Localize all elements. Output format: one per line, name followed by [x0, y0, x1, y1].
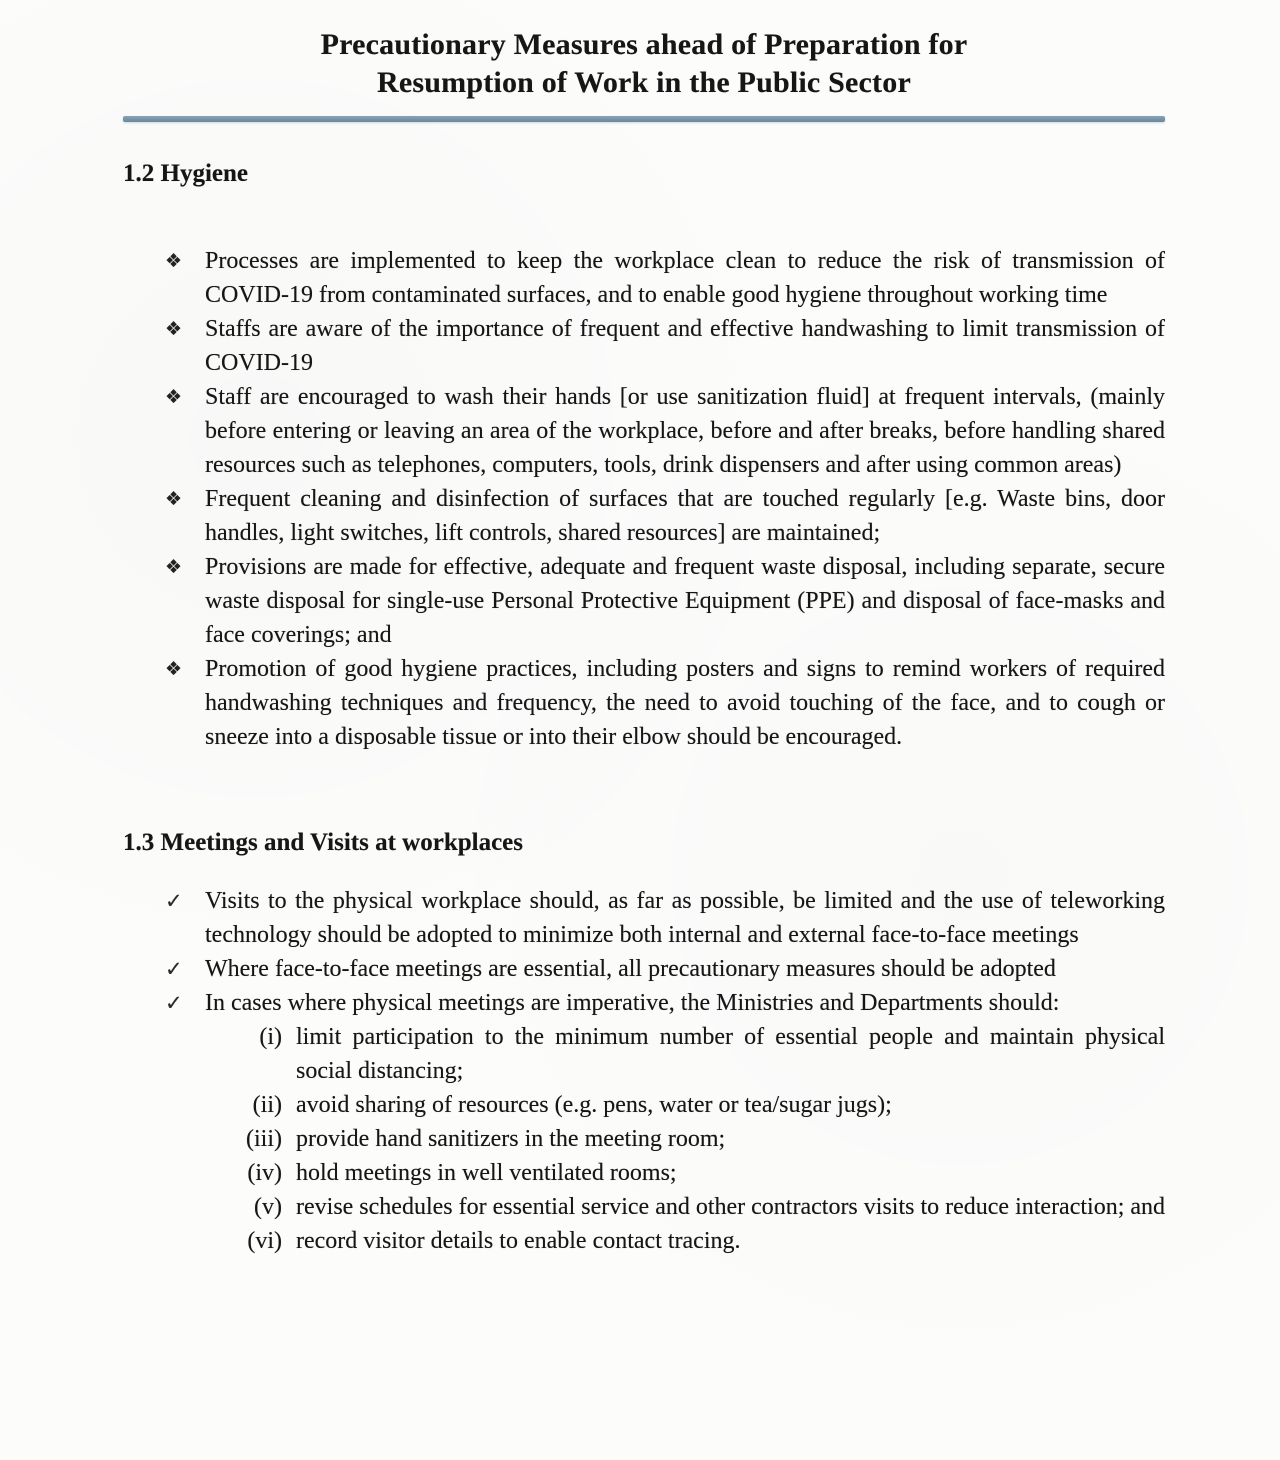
sublist-item-text: provide hand sanitizers in the meeting room;: [296, 1126, 726, 1152]
section-heading-meetings: 1.3 Meetings and Visits at workplaces: [123, 829, 523, 856]
meetings-list: [165, 884, 1165, 1258]
list-item: [165, 482, 1165, 550]
list-item-text: In cases where physical meetings are imperative, the Ministries and Departments should:: [205, 990, 1060, 1016]
list-item-text: Where face-to-face meetings are essential, all precautionary measures should be adopted: [205, 956, 1056, 982]
diamond-bullet-icon: ❖: [165, 658, 183, 680]
roman-numeral-label: (i): [259, 1024, 282, 1050]
list-item: [165, 244, 1165, 312]
list-item: [165, 986, 1165, 1020]
sublist-item-text: avoid sharing of resources (e.g. pens, water or tea/sugar jugs);: [296, 1092, 892, 1118]
diamond-bullet-icon: ❖: [165, 318, 183, 340]
title-divider: [123, 116, 1165, 122]
roman-numeral-label: (ii): [252, 1092, 282, 1118]
list-item-text: Staff are encouraged to wash their hands [or use sanitization fluid] at frequent intervals, (mainly before entering or leaving an area of the workplace, before and after breaks, before handling shared resources such as telephones, computers, tools, drink dispensers and after using common areas): [205, 384, 1165, 478]
sublist-item: [227, 1156, 1165, 1190]
list-item: [165, 312, 1165, 380]
sublist-item: [227, 1224, 1165, 1258]
list-item: [165, 884, 1165, 952]
list-item-text: Visits to the physical workplace should, as far as possible, be limited and the use of teleworking technology should be adopted to minimize both internal and external face-to-face meetings: [205, 888, 1165, 948]
diamond-bullet-icon: ❖: [165, 556, 183, 578]
list-item: [165, 952, 1165, 986]
roman-numeral-label: (iii): [246, 1126, 282, 1152]
diamond-bullet-icon: ❖: [165, 250, 183, 272]
checkmark-icon: ✓: [165, 991, 183, 1015]
roman-numeral-label: (v): [254, 1194, 282, 1220]
sublist-item: [227, 1020, 1165, 1088]
title-line-1: Precautionary Measures ahead of Preparation for: [320, 28, 968, 61]
sublist-item: [227, 1088, 1165, 1122]
hygiene-list: [165, 244, 1165, 754]
list-item: [165, 380, 1165, 482]
diamond-bullet-icon: ❖: [165, 488, 183, 510]
list-item-text: Processes are implemented to keep the workplace clean to reduce the risk of transmission of COVID-19 from contaminated surfaces, and to enable good hygiene throughout working time: [205, 248, 1165, 308]
list-item-text: Staffs are aware of the importance of frequent and effective handwashing to limit transmission of COVID-19: [205, 316, 1165, 376]
document-title: [123, 26, 1165, 102]
list-item-text: Frequent cleaning and disinfection of surfaces that are touched regularly [e.g. Waste bins, door handles, light switches, lift controls, shared resources] are maintained;: [205, 486, 1165, 546]
sublist-item-text: limit participation to the minimum number of essential people and maintain physical social distancing;: [296, 1024, 1165, 1084]
roman-numeral-label: (vi): [247, 1228, 282, 1254]
list-item-text: Promotion of good hygiene practices, including posters and signs to remind workers of required handwashing techniques and frequency, the need to avoid touching of the face, and to cough or sneeze into a disposable tissue or into their elbow should be encouraged.: [205, 656, 1165, 750]
sublist-item: [227, 1122, 1165, 1156]
sublist-item-text: hold meetings in well ventilated rooms;: [296, 1160, 677, 1186]
meetings-sublist: [227, 1020, 1165, 1258]
checkmark-icon: ✓: [165, 957, 183, 981]
section-heading-hygiene: 1.2 Hygiene: [123, 160, 248, 187]
sublist-item-text: revise schedules for essential service and other contractors visits to reduce interaction; and: [296, 1194, 1166, 1220]
list-item: [165, 550, 1165, 652]
list-item-text: Provisions are made for effective, adequate and frequent waste disposal, including separate, secure waste disposal for single-use Personal Protective Equipment (PPE) and disposal of face-masks and face coverings; and: [205, 554, 1165, 648]
diamond-bullet-icon: ❖: [165, 386, 183, 408]
sublist-item-text: record visitor details to enable contact tracing.: [296, 1228, 741, 1254]
list-item: [165, 652, 1165, 754]
checkmark-icon: ✓: [165, 889, 183, 913]
roman-numeral-label: (iv): [247, 1160, 282, 1186]
title-line-2: Resumption of Work in the Public Sector: [377, 66, 911, 99]
sublist-item: [227, 1190, 1165, 1224]
